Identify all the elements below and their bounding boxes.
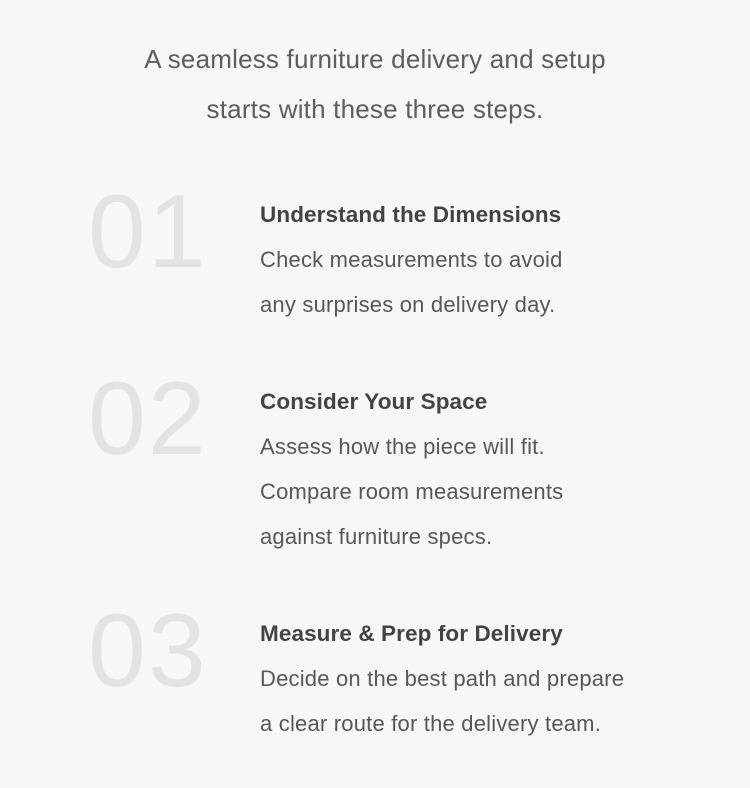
step-title-1: Understand the Dimensions [260,202,562,227]
step-row-1 [0,174,750,327]
step-text-2 [260,379,750,559]
step-description-line: against furniture specs. [260,524,493,549]
step-number-02: 02 [88,361,208,477]
step-description-line: Check measurements to avoid [260,247,563,272]
section-heading-line-2: starts with these three steps. [206,94,544,124]
section-heading-line-1: A seamless furniture delivery and setup [144,44,606,74]
section-heading [0,34,750,134]
step-description-line: Decide on the best path and prepare [260,666,625,691]
step-description-line: Compare room measurements [260,479,564,504]
step-number-03: 03 [88,593,208,709]
step-title-2: Consider Your Space [260,389,488,414]
step-description-line: any surprises on delivery day. [260,292,556,317]
step-description-line: Assess how the piece will fit. [260,434,545,459]
step-row-3 [0,593,750,746]
step-description-line: a clear route for the delivery team. [260,711,602,736]
step-title-3: Measure & Prep for Delivery [260,621,563,646]
step-text-1 [260,192,750,327]
step-number-01: 01 [88,174,208,290]
step-row-2 [0,361,750,559]
steps-list [0,174,750,746]
step-text-3 [260,611,750,746]
